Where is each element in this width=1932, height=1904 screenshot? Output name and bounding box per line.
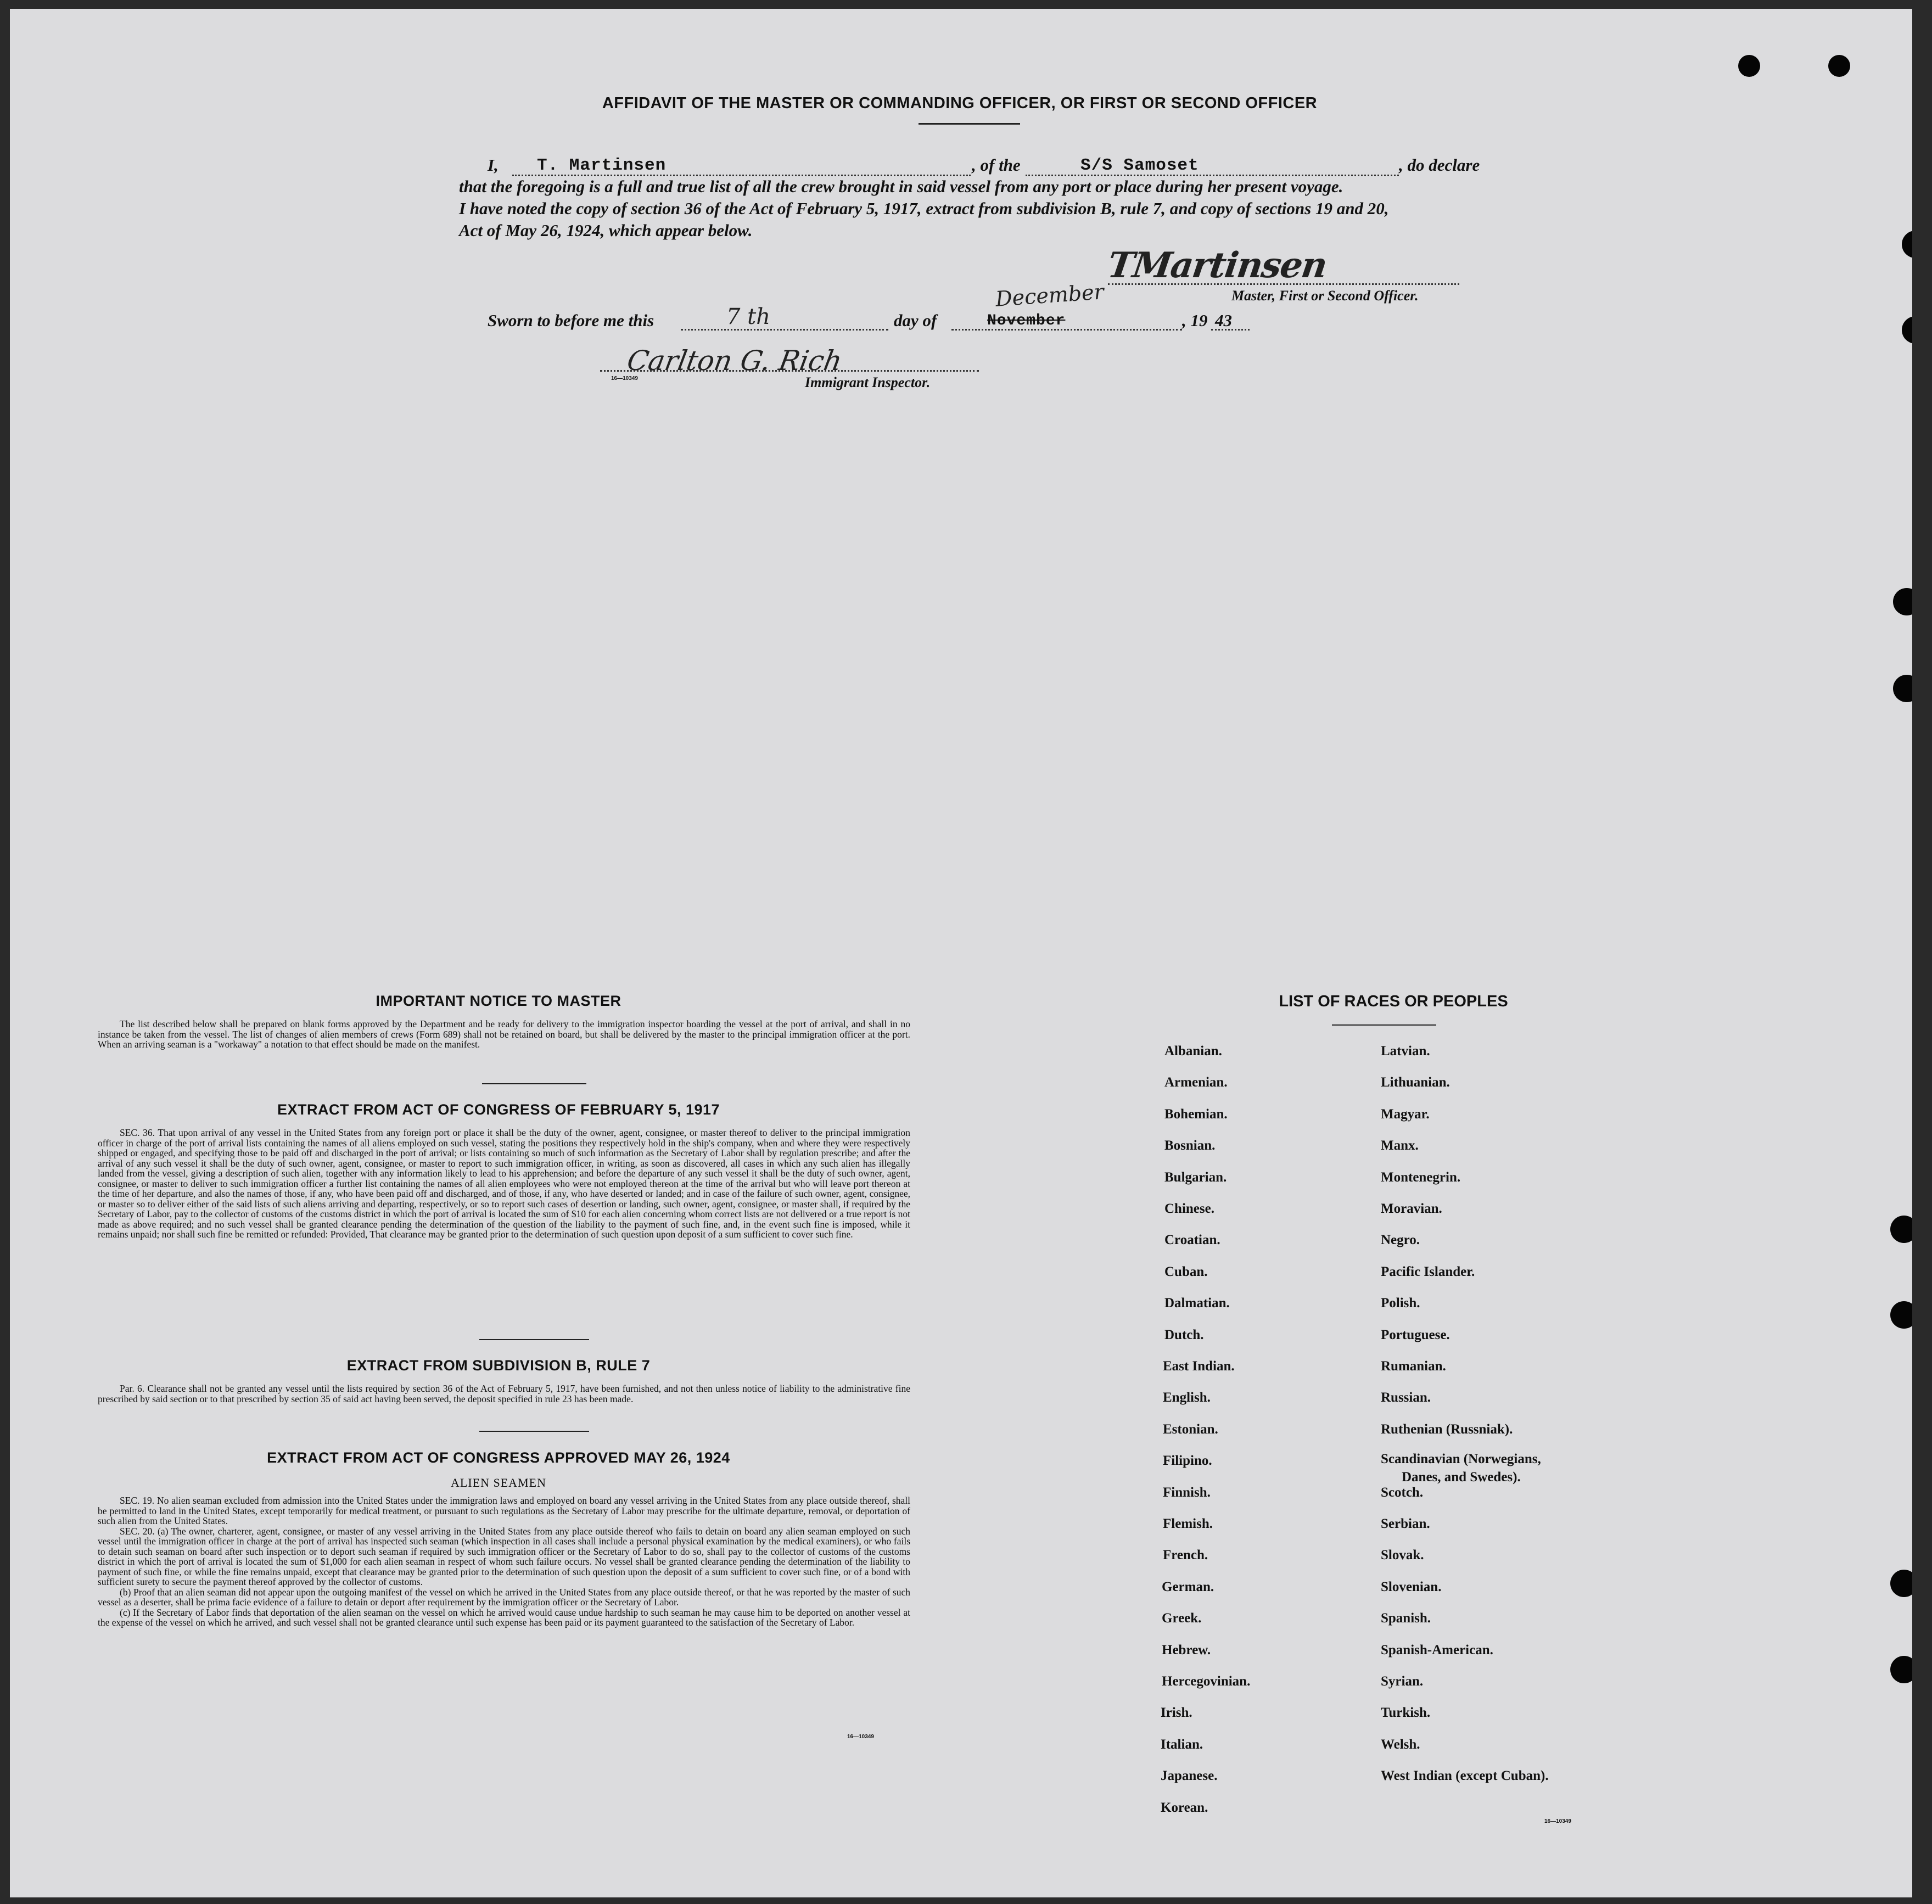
punch-hole bbox=[1890, 1656, 1912, 1683]
year-value: 43 bbox=[1215, 311, 1232, 330]
day-value: 7 th bbox=[726, 304, 770, 329]
race-item: Portuguese. bbox=[1381, 1328, 1450, 1342]
affidavit-title: AFFIDAVIT OF THE MASTER OR COMMANDING OFFICER, OR FIRST OR SECOND OFFICER bbox=[602, 94, 1318, 112]
race-item: Moravian. bbox=[1381, 1201, 1442, 1216]
race-item: Bosnian. bbox=[1164, 1138, 1216, 1153]
extract-1924-title: EXTRACT FROM ACT OF CONGRESS APPROVED MAY 26, 1924 bbox=[267, 1449, 730, 1466]
sec-20c: (c) If the Secretary of Labor finds that deportation of the alien seaman on the vessel on which he arrived would cause undue hardship to such seaman he may cause him to be deported on another vessel at the expense of the vessel on which he arrived, and such vessel shall not be granted clearance until such expense has been paid or its payment guaranteed to the satisfaction of the Secretary of Labor. bbox=[98, 1606, 910, 1628]
notice-text: The list described below shall be prepared on blank forms approved by the Department and be ready for delivery to the immigration inspector boarding the vessel at the port of arrival, and shall in no instance be taken from the vessel. The list of changes of alien members of crews (Form 689) shall not be retained on board, but shall be delivered by the master to the principal immigration officer at the port. When an arriving seaman is a "workaway" a notation to that effect should be made on the manifest. bbox=[98, 1018, 910, 1050]
race-item: Hercegovinian. bbox=[1162, 1674, 1251, 1689]
year-line bbox=[1211, 329, 1250, 331]
race-item: Chinese. bbox=[1164, 1201, 1214, 1216]
affidavit-line-2: that the foregoing is a full and true list of all the crew brought in said vessel from any port or place during her present voyage. bbox=[459, 177, 1343, 196]
race-item: Bohemian. bbox=[1164, 1107, 1228, 1122]
title-divider bbox=[919, 123, 1020, 125]
race-item: Ruthenian (Russniak). bbox=[1381, 1422, 1513, 1437]
affidavit-line-3: I have noted the copy of section 36 of the Act of February 5, 1917, extract from subdivision B, rule 7, and copy of sections 19 and 20, bbox=[459, 199, 1389, 218]
race-item: Finnish. bbox=[1163, 1485, 1211, 1500]
month-struck: November bbox=[987, 312, 1066, 329]
of-the-label: , of the bbox=[972, 155, 1021, 175]
race-item: Bulgarian. bbox=[1164, 1170, 1227, 1185]
race-item: East Indian. bbox=[1163, 1359, 1235, 1374]
month-line bbox=[951, 329, 1182, 331]
race-item: Slovak. bbox=[1381, 1548, 1424, 1563]
races-divider bbox=[1332, 1024, 1436, 1026]
sec-19: SEC. 19. No alien seaman excluded from admission into the United States under the immigration laws and employed on board any vessel arriving in the United States from any place outside thereof, shall be permitted to land in the United States, except temporarily for medical treatment, or pursuant to such regulations as the Secretary of Labor may prescribe for the ultimate departure, removal, or deportation of such alien from the United States. bbox=[98, 1495, 910, 1526]
race-item: Slovenian. bbox=[1381, 1580, 1442, 1594]
race-item: Negro. bbox=[1381, 1233, 1420, 1247]
race-item: Magyar. bbox=[1381, 1107, 1430, 1122]
extract-1917-text: SEC. 36. That upon arrival of any vessel in the United States from any foreign port or place it shall be the duty of the owner, agent, consignee, or master thereof to deliver to the principal immigration officer in charge of the port of arrival lists containing the names of all aliens employed on such vessel, stating the positions they respectively hold in the ship's company, when and where they were respectively shipped or engaged, and specifying those to be paid off and discharged in the port of arrival; or lists containing so much of such information as the Secretary of Labor shall by regulation prescribe; and after the arrival of any such vessel it shall be the duty of such owner, agent, consignee, or master to report to such immigration officer, in writing, as soon as discovered, all cases in which any such alien has illegally landed from the vessel, giving a description of such alien, together with any information likely to lead to his apprehension; and before the departure of any such vessel it shall be the duty of such owner, agent, consignee, or master to deliver to such immigration officer a further list containing the names of all alien employees who were not employed thereon at the time of the arrival but who will leave port thereon at the time of her departure, and also the names of those, if any, who have been paid off and discharged, and of those, if any, who have deserted or landed; and in case of the failure of such owner, agent, consignee, or master so to deliver either of the said lists of such aliens arriving and departing, respectively, or so to report such cases of desertion or landing, such owner, agent, consignee, or master shall, if required by the Secretary of Labor, pay to the collector of customs of the customs district in which the port of arrival is located the sum of $10 for each alien concerning whom correct lists are not delivered or a true report is not made as above required; and no such vessel shall be granted clearance pending the determination of the question of the liability to the payment of such fine, and, in the event such fine is imposed, while it remains unpaid; nor shall such fine be remitted or refunded: Provided, That clearance may be granted prior to the determination of such question upon deposit of a sum sufficient to cover such fine. bbox=[98, 1127, 910, 1240]
punch-hole bbox=[1828, 55, 1850, 77]
punch-hole bbox=[1890, 1216, 1912, 1243]
race-item: Turkish. bbox=[1381, 1705, 1431, 1720]
race-item: Armenian. bbox=[1164, 1075, 1228, 1090]
rule-7-text: Par. 6. Clearance shall not be granted any vessel until the lists required by section 36 of the Act of February 5, 1917, have been furnished, and not then unless notice of liability to the administrative fine prescribed by said section or to that prescribed by section 35 of said act having been served, the deposit specified in rule 23 has been made. bbox=[98, 1383, 910, 1404]
race-item: Polish. bbox=[1381, 1296, 1420, 1311]
race-item: Hebrew. bbox=[1162, 1643, 1211, 1657]
form-code: 16—10349 bbox=[611, 376, 638, 382]
notice-title: IMPORTANT NOTICE TO MASTER bbox=[376, 993, 621, 1009]
inspector-line bbox=[600, 370, 979, 372]
inspector-signature: Carlton G. Rich bbox=[624, 345, 845, 377]
signature-line bbox=[1108, 283, 1459, 285]
affidavit-line-4: Act of May 26, 1924, which appear below. bbox=[459, 221, 753, 240]
race-item: Serbian. bbox=[1381, 1516, 1430, 1531]
month-handwritten: December bbox=[994, 279, 1105, 311]
race-item: Spanish. bbox=[1381, 1611, 1431, 1626]
race-item: Scotch. bbox=[1381, 1485, 1424, 1500]
sworn-label: Sworn to before me this bbox=[488, 311, 654, 330]
divider bbox=[479, 1339, 589, 1340]
race-item: Cuban. bbox=[1164, 1264, 1208, 1279]
punch-hole bbox=[1902, 231, 1912, 258]
race-item: Estonian. bbox=[1163, 1422, 1218, 1437]
i-label: I, bbox=[488, 155, 499, 175]
race-item: Russian. bbox=[1381, 1390, 1431, 1405]
form-code: 16—10349 bbox=[847, 1734, 874, 1740]
race-item: Montenegrin. bbox=[1381, 1170, 1461, 1185]
day-of-label: day of bbox=[894, 311, 937, 330]
race-item: Scandinavian (Norwegians, bbox=[1381, 1452, 1541, 1466]
race-item: Pacific Islander. bbox=[1381, 1264, 1475, 1279]
race-item: Korean. bbox=[1161, 1800, 1208, 1815]
race-item: Syrian. bbox=[1381, 1674, 1424, 1689]
race-item: Italian. bbox=[1161, 1737, 1203, 1752]
year-prefix: , 19 bbox=[1182, 311, 1208, 330]
sec-20a: SEC. 20. (a) The owner, charterer, agent, consignee, or master of any vessel arriving in the United States from any place outside thereof who fails to detain on board any alien seaman employed on such vessel until the immigration officer in charge at the port of arrival has inspected such seaman (which inspection in all cases shall include a personal physical examination by the medical examiners), or who fails to detain such seaman on board after such inspection or to deport such seaman if required by such immigration officer or the Secretary of Labor to do so, shall pay to the collector of customs of the customs district in which the port of arrival is located the sum of $1,000 for each alien seaman in respect of whom such failure occurs. No vessel shall be granted clearance pending the determination of the liability to payment of such fine, or while the fine remains unpaid, except that clearance may be granted prior to the determination of such question upon the deposit of a sum sufficient to cover such fine, or of a bond with sufficient surety to secure the payment thereof approved by the collector of customs. bbox=[98, 1525, 910, 1587]
divider bbox=[482, 1083, 586, 1084]
race-item: West Indian (except Cuban). bbox=[1381, 1768, 1549, 1783]
race-item: English. bbox=[1163, 1390, 1211, 1405]
punch-hole bbox=[1890, 1570, 1912, 1597]
race-item: Welsh. bbox=[1381, 1737, 1420, 1752]
rule-7-title: EXTRACT FROM SUBDIVISION B, RULE 7 bbox=[346, 1357, 651, 1374]
race-item: German. bbox=[1162, 1580, 1214, 1594]
race-item: Dalmatian. bbox=[1164, 1296, 1230, 1311]
extract-1924-text bbox=[98, 1496, 910, 1628]
race-item: Greek. bbox=[1162, 1611, 1202, 1626]
master-name: T. Martinsen bbox=[537, 156, 667, 175]
punch-hole bbox=[1902, 316, 1912, 344]
races-title: LIST OF RACES OR PEOPLES bbox=[1279, 993, 1508, 1010]
race-item: Dutch. bbox=[1164, 1328, 1204, 1342]
race-item: French. bbox=[1163, 1548, 1208, 1563]
race-item: Croatian. bbox=[1164, 1233, 1220, 1247]
race-item: Danes, and Swedes). bbox=[1402, 1470, 1521, 1485]
sec-20b: (b) Proof that an alien seaman did not appear upon the outgoing manifest of the vessel on which he arrived in the United States from any place outside thereof, or that he was reported by the master of such vessel as a deserter, shall be prima facie evidence of a failure to detain or deport after requirement by the immigration officer or the Secretary of Labor. bbox=[98, 1586, 910, 1608]
form-code: 16—10349 bbox=[1544, 1818, 1571, 1824]
extract-1917-title: EXTRACT FROM ACT OF CONGRESS OF FEBRUARY 5, 1917 bbox=[277, 1101, 720, 1118]
race-item: Spanish-American. bbox=[1381, 1643, 1493, 1657]
punch-hole bbox=[1893, 588, 1912, 615]
race-item: Latvian. bbox=[1381, 1044, 1430, 1059]
master-caption: Master, First or Second Officer. bbox=[1231, 288, 1419, 304]
punch-hole bbox=[1890, 1301, 1912, 1329]
inspector-caption: Immigrant Inspector. bbox=[805, 374, 931, 390]
master-signature: TMartinsen bbox=[1105, 245, 1329, 286]
race-item: Lithuanian. bbox=[1381, 1075, 1450, 1090]
do-declare-label: , do declare bbox=[1399, 155, 1480, 175]
extract-1924-subtitle: ALIEN SEAMEN bbox=[451, 1476, 546, 1489]
race-item: Albanian. bbox=[1164, 1044, 1222, 1059]
race-item: Rumanian. bbox=[1381, 1359, 1446, 1374]
divider bbox=[479, 1431, 589, 1432]
punch-hole bbox=[1893, 675, 1912, 702]
document-page bbox=[10, 9, 1912, 1897]
race-item: Japanese. bbox=[1161, 1768, 1218, 1783]
vessel-name: S/S Samoset bbox=[1080, 156, 1199, 175]
race-item: Irish. bbox=[1161, 1705, 1192, 1720]
day-line bbox=[681, 329, 888, 331]
punch-hole bbox=[1738, 55, 1760, 77]
race-item: Manx. bbox=[1381, 1138, 1419, 1153]
race-item: Filipino. bbox=[1163, 1453, 1212, 1468]
race-item: Flemish. bbox=[1163, 1516, 1213, 1531]
